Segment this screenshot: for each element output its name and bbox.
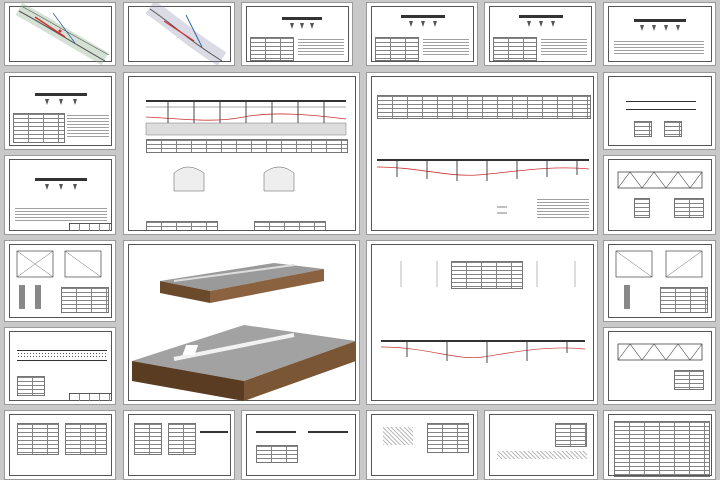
sheet-cross-section-1[interactable]	[241, 2, 353, 66]
deck-section	[401, 15, 445, 18]
sheet-details-row-5[interactable]	[484, 410, 598, 480]
sheet-pier-details-1[interactable]	[4, 240, 116, 322]
site-plan-drawing	[5, 3, 116, 66]
beam-detail	[256, 431, 296, 433]
deck-section	[35, 93, 87, 96]
truss-drawing	[604, 156, 716, 235]
deck-section	[519, 15, 563, 18]
sheet-truss-2[interactable]	[603, 327, 716, 405]
sheet-span-plan[interactable]	[4, 327, 116, 405]
plan-elevation-drawing	[367, 241, 598, 405]
data-table	[660, 287, 708, 313]
title-block	[69, 393, 112, 401]
data-table	[674, 198, 704, 218]
sheet-details-row-2[interactable]	[123, 410, 235, 480]
notes-text-block	[541, 39, 587, 57]
sheet-3d-model[interactable]	[123, 240, 360, 405]
notes-text-block	[423, 39, 469, 57]
sheet-bridge-elevation[interactable]	[366, 72, 598, 235]
profile-table	[146, 139, 348, 153]
detail-drawing	[17, 423, 59, 455]
sheet-truss-1[interactable]	[603, 155, 716, 235]
drawing-frame	[608, 76, 712, 146]
sheet-details-row-4[interactable]	[366, 410, 478, 480]
detail-drawing	[134, 423, 162, 455]
sheet-cross-section-2[interactable]	[366, 2, 478, 66]
beam-detail	[200, 431, 228, 433]
sheet-longitudinal-profile[interactable]	[123, 72, 360, 235]
notes-text-block	[298, 39, 344, 57]
title-block	[69, 223, 112, 231]
data-table	[634, 198, 650, 218]
detail-drawing	[256, 445, 298, 463]
sheet-span-details[interactable]	[603, 72, 716, 150]
sheet-cross-section-5[interactable]	[4, 72, 116, 150]
sheet-cross-section-6[interactable]	[4, 155, 116, 235]
beam-section	[664, 121, 682, 137]
beam-plan	[626, 101, 696, 102]
profile-drawing	[124, 73, 360, 235]
section-hatch	[497, 451, 587, 459]
section-hatch	[383, 427, 413, 445]
data-table	[674, 370, 704, 390]
deck-section	[35, 178, 87, 181]
notes-text-block	[537, 199, 589, 219]
beam-plan	[626, 109, 696, 110]
data-table	[375, 37, 419, 61]
sheet-site-plan-1[interactable]	[4, 2, 116, 66]
data-table	[13, 113, 65, 143]
beam-section	[634, 121, 652, 137]
data-table	[17, 376, 45, 396]
section-table-2	[254, 221, 326, 231]
data-table	[493, 37, 537, 61]
notes-text-block	[67, 115, 109, 137]
section-table-1	[146, 221, 218, 231]
3d-bridge-render	[124, 241, 360, 405]
detail-drawing	[427, 423, 469, 453]
truss-drawing	[604, 328, 716, 405]
detail-drawing	[555, 423, 587, 447]
beam-detail	[308, 431, 348, 433]
sheet-cross-section-3[interactable]	[484, 2, 596, 66]
detail-drawing	[65, 423, 107, 455]
sheet-pier-details-2[interactable]	[603, 240, 716, 322]
data-table	[250, 37, 294, 61]
data-table	[61, 287, 109, 313]
span-plan-line	[17, 360, 107, 361]
sheet-details-row-3[interactable]	[241, 410, 360, 480]
specification-table	[614, 421, 710, 477]
sheet-specification-table[interactable]	[603, 410, 716, 480]
span-plan-line	[17, 350, 107, 351]
dimension-marks	[17, 352, 107, 358]
sheet-cross-section-4[interactable]	[603, 2, 716, 66]
deck-section	[282, 17, 322, 20]
detail-drawing	[168, 423, 196, 455]
sheet-details-row-1[interactable]	[4, 410, 116, 480]
sheet-site-plan-2[interactable]	[123, 2, 235, 66]
notes-text-block	[15, 208, 107, 222]
deck-section	[634, 19, 686, 22]
notes-text-block	[614, 41, 704, 55]
site-plan-drawing	[124, 3, 235, 66]
sheet-bridge-plan-elevation[interactable]	[366, 240, 598, 405]
